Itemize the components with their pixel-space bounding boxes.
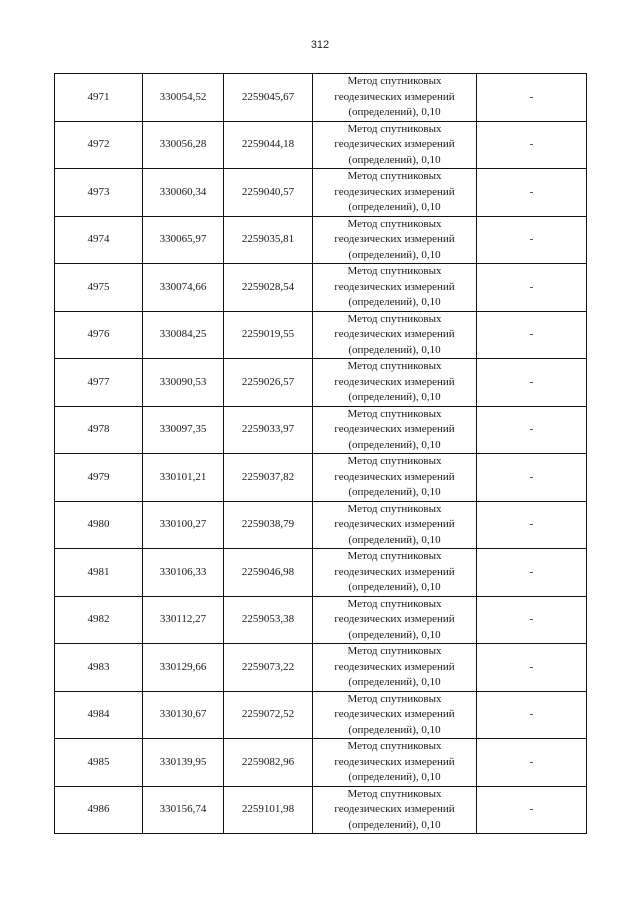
x-coordinate-cell: 330097,35 xyxy=(143,406,224,454)
x-coordinate-cell: 330101,21 xyxy=(143,454,224,502)
x-coordinate-cell: 330054,52 xyxy=(143,74,224,122)
method-cell xyxy=(313,549,477,597)
point-number-cell: 4981 xyxy=(55,549,143,597)
method-line: (определений), 0,10 xyxy=(348,106,441,118)
x-coordinate-cell: 330129,66 xyxy=(143,644,224,692)
method-line: (определений), 0,10 xyxy=(348,676,441,688)
method-line: (определений), 0,10 xyxy=(348,818,441,831)
x-coordinate-cell: 330112,27 xyxy=(143,596,224,644)
y-coordinate-cell: 2259033,97 xyxy=(224,406,313,454)
point-number-cell: 4978 xyxy=(55,406,143,454)
point-number-cell: 4979 xyxy=(55,454,143,502)
table-row xyxy=(55,596,587,644)
note-cell: - xyxy=(477,739,587,787)
method-cell xyxy=(313,311,477,359)
point-number-cell: 4986 xyxy=(55,786,143,834)
method-line: Метод спутниковых xyxy=(347,122,442,135)
note-cell: - xyxy=(477,691,587,739)
method-line: геодезических измерений xyxy=(334,375,455,388)
method-line: Метод спутниковых xyxy=(347,217,442,230)
point-number-cell: 4973 xyxy=(55,169,143,217)
method-line: (определений), 0,10 xyxy=(348,533,441,546)
point-number-cell: 4976 xyxy=(55,311,143,359)
table-row xyxy=(55,406,587,454)
x-coordinate-cell: 330139,95 xyxy=(143,739,224,787)
x-coordinate-cell: 330130,67 xyxy=(143,691,224,739)
coordinates-table xyxy=(54,73,587,834)
method-line: Метод спутниковых xyxy=(347,502,442,515)
method-line: (определений), 0,10 xyxy=(348,201,441,213)
table-row xyxy=(55,454,587,502)
method-cell xyxy=(313,501,477,549)
x-coordinate-cell: 330084,25 xyxy=(143,311,224,359)
point-number-cell: 4983 xyxy=(55,644,143,692)
method-cell xyxy=(313,644,477,692)
method-line: геодезических измерений xyxy=(334,470,455,483)
method-line: геодезических измерений xyxy=(334,613,455,625)
method-line: Метод спутниковых xyxy=(347,550,442,562)
method-line: (определений), 0,10 xyxy=(348,438,441,451)
point-number-cell: 4980 xyxy=(55,501,143,549)
y-coordinate-cell: 2259037,82 xyxy=(224,454,313,502)
method-line: Метод спутниковых xyxy=(347,455,442,467)
note-cell: - xyxy=(477,74,587,122)
table-row xyxy=(55,74,587,122)
point-number-cell: 4982 xyxy=(55,596,143,644)
method-line: Метод спутниковых xyxy=(347,75,442,87)
table-row xyxy=(55,644,587,692)
note-cell: - xyxy=(477,596,587,644)
point-number-cell: 4984 xyxy=(55,691,143,739)
method-cell xyxy=(313,216,477,264)
x-coordinate-cell: 330090,53 xyxy=(143,359,224,407)
x-coordinate-cell: 330074,66 xyxy=(143,264,224,312)
x-coordinate-cell: 330056,28 xyxy=(143,121,224,169)
table-row xyxy=(55,359,587,407)
table-row xyxy=(55,264,587,312)
method-cell xyxy=(313,596,477,644)
point-number-cell: 4974 xyxy=(55,216,143,264)
method-cell xyxy=(313,786,477,834)
note-cell: - xyxy=(477,264,587,312)
table-row xyxy=(55,501,587,549)
method-line: Метод спутниковых xyxy=(347,645,442,657)
y-coordinate-cell: 2259082,96 xyxy=(224,739,313,787)
y-coordinate-cell: 2259045,67 xyxy=(224,74,313,122)
table-row xyxy=(55,121,587,169)
method-line: (определений), 0,10 xyxy=(348,581,441,593)
note-cell: - xyxy=(477,454,587,502)
method-line: геодезических измерений xyxy=(334,138,455,150)
method-line: (определений), 0,10 xyxy=(348,153,441,166)
method-cell xyxy=(313,454,477,502)
method-cell xyxy=(313,359,477,407)
table-row xyxy=(55,549,587,597)
method-cell xyxy=(313,169,477,217)
note-cell: - xyxy=(477,406,587,454)
note-cell: - xyxy=(477,549,587,597)
method-cell xyxy=(313,739,477,787)
method-line: геодезических измерений xyxy=(334,565,455,578)
y-coordinate-cell: 2259026,57 xyxy=(224,359,313,407)
note-cell: - xyxy=(477,216,587,264)
method-cell xyxy=(313,264,477,312)
method-cell xyxy=(313,74,477,122)
point-number-cell: 4985 xyxy=(55,739,143,787)
method-line: (определений), 0,10 xyxy=(348,391,441,403)
y-coordinate-cell: 2259053,38 xyxy=(224,596,313,644)
method-line: геодезических измерений xyxy=(334,518,455,530)
note-cell: - xyxy=(477,311,587,359)
table-row xyxy=(55,691,587,739)
method-line: Метод спутниковых xyxy=(347,597,442,610)
method-line: геодезических измерений xyxy=(334,233,455,245)
y-coordinate-cell: 2259035,81 xyxy=(224,216,313,264)
method-line: геодезических измерений xyxy=(334,328,455,340)
method-line: геодезических измерений xyxy=(334,423,455,435)
method-line: Метод спутниковых xyxy=(347,692,442,705)
note-cell: - xyxy=(477,169,587,217)
method-line: геодезических измерений xyxy=(334,755,455,768)
table-row xyxy=(55,739,587,787)
note-cell: - xyxy=(477,786,587,834)
point-number-cell: 4977 xyxy=(55,359,143,407)
y-coordinate-cell: 2259019,55 xyxy=(224,311,313,359)
method-line: (определений), 0,10 xyxy=(348,771,441,783)
table-row xyxy=(55,311,587,359)
method-line: геодезических измерений xyxy=(334,803,455,815)
method-line: (определений), 0,10 xyxy=(348,248,441,261)
note-cell: - xyxy=(477,121,587,169)
y-coordinate-cell: 2259028,54 xyxy=(224,264,313,312)
y-coordinate-cell: 2259038,79 xyxy=(224,501,313,549)
y-coordinate-cell: 2259073,22 xyxy=(224,644,313,692)
y-coordinate-cell: 2259044,18 xyxy=(224,121,313,169)
method-line: геодезических измерений xyxy=(334,280,455,293)
point-number-cell: 4971 xyxy=(55,74,143,122)
x-coordinate-cell: 330156,74 xyxy=(143,786,224,834)
x-coordinate-cell: 330060,34 xyxy=(143,169,224,217)
y-coordinate-cell: 2259101,98 xyxy=(224,786,313,834)
y-coordinate-cell: 2259046,98 xyxy=(224,549,313,597)
table-row xyxy=(55,786,587,834)
method-line: Метод спутниковых xyxy=(347,170,442,182)
table-row xyxy=(55,169,587,217)
method-line: (определений), 0,10 xyxy=(348,486,441,498)
method-line: (определений), 0,10 xyxy=(348,723,441,736)
method-line: геодезических измерений xyxy=(334,90,455,103)
x-coordinate-cell: 330065,97 xyxy=(143,216,224,264)
y-coordinate-cell: 2259040,57 xyxy=(224,169,313,217)
method-line: Метод спутниковых xyxy=(347,740,442,752)
method-line: геодезических измерений xyxy=(334,660,455,673)
point-number-cell: 4975 xyxy=(55,264,143,312)
method-line: (определений), 0,10 xyxy=(348,296,441,308)
method-cell xyxy=(313,691,477,739)
method-line: Метод спутниковых xyxy=(347,407,442,420)
x-coordinate-cell: 330106,33 xyxy=(143,549,224,597)
x-coordinate-cell: 330100,27 xyxy=(143,501,224,549)
page-number: 312 xyxy=(310,39,330,51)
method-cell xyxy=(313,406,477,454)
method-line: Метод спутниковых xyxy=(347,787,442,800)
method-line: (определений), 0,10 xyxy=(348,343,441,356)
note-cell: - xyxy=(477,501,587,549)
method-line: Метод спутниковых xyxy=(347,360,442,372)
method-line: геодезических измерений xyxy=(334,185,455,198)
method-line: Метод спутниковых xyxy=(347,265,442,277)
note-cell: - xyxy=(477,359,587,407)
method-line: геодезических измерений xyxy=(334,708,455,720)
point-number-cell: 4972 xyxy=(55,121,143,169)
method-line: Метод спутниковых xyxy=(347,312,442,325)
table-body xyxy=(55,74,587,834)
method-cell xyxy=(313,121,477,169)
method-line: (определений), 0,10 xyxy=(348,628,441,641)
table-row xyxy=(55,216,587,264)
y-coordinate-cell: 2259072,52 xyxy=(224,691,313,739)
note-cell: - xyxy=(477,644,587,692)
